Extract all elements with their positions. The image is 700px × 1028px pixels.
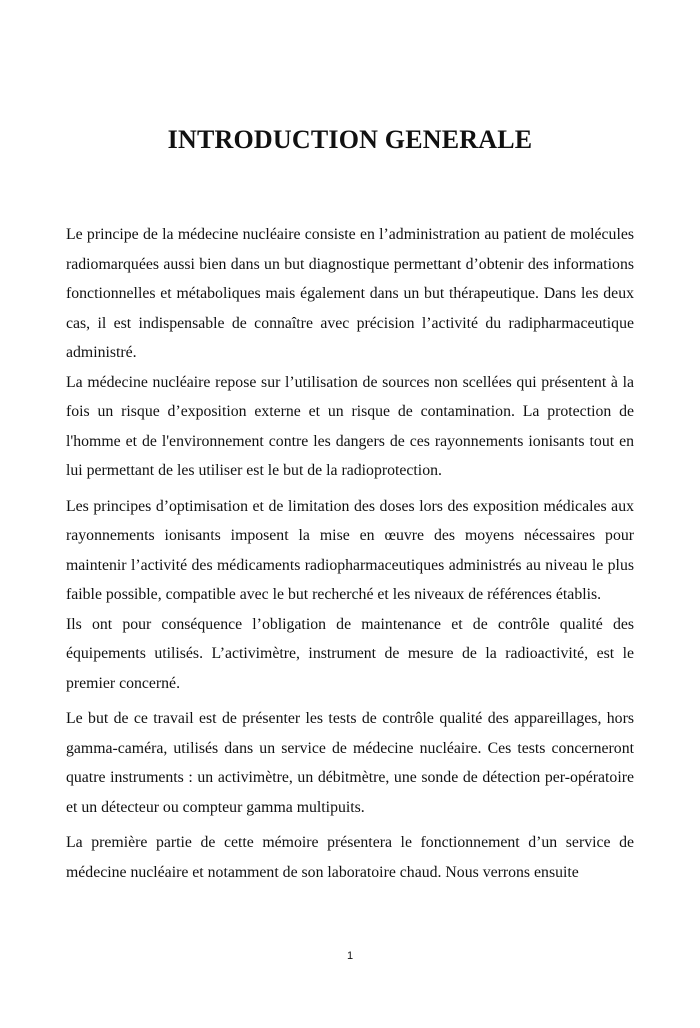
paragraph-4: Ils ont pour conséquence l’obligation de maintenance et de contrôle qualité des équipements utilisés. L’activimètre, instrument de mesure de la radioactivité, est le premier concerné. [66, 615, 634, 692]
paragraph-5: Le but de ce travail est de présenter les tests de contrôle qualité des appareillages, hors gamma-caméra, utilisés dans un service de médecine nucléaire. Ces tests concerneront quatre instruments : un activimètre, un débitmètre, une sonde de détection per-opératoire et un détecteur ou compteur gamma multipuits. [66, 710, 634, 816]
paragraph-1: Le principe de la médecine nucléaire consiste en l’administration au patient de molécules radiomarquées aussi bien dans un but diagnostique permettant d’obtenir des informations fonctionnelles et métaboliques mais également dans un but thérapeutique. Dans les deux cas, il est indispensable de connaître avec précision l’activité du radipharmaceutique administré. [66, 226, 634, 361]
page-title: INTRODUCTION GENERALE [167, 125, 533, 154]
paragraph-6: La première partie de cette mémoire présentera le fonctionnement d’un service de médecine nucléaire et notamment de son laboratoire chaud. Nous verrons ensuite [66, 834, 634, 881]
paragraph-2: La médecine nucléaire repose sur l’utilisation de sources non scellées qui présentent à la fois un risque d’exposition externe et un risque de contamination. La protection de l'homme et de l'environnement contre les dangers de ces rayonnements ionisants tout en lui permettant de les utiliser est le but de la radioprotection. [66, 373, 634, 479]
paragraph-3: Les principes d’optimisation et de limitation des doses lors des exposition médicales aux rayonnements ionisants imposent la mise en œuvre des moyens nécessaires pour maintenir l’activité des médicaments radiopharmaceutiques administrés au niveau le plus faible possible, compatible avec le but recherché et les niveaux de références établis. [66, 497, 634, 603]
body-text [66, 220, 634, 887]
page-number: 1 [346, 950, 354, 962]
